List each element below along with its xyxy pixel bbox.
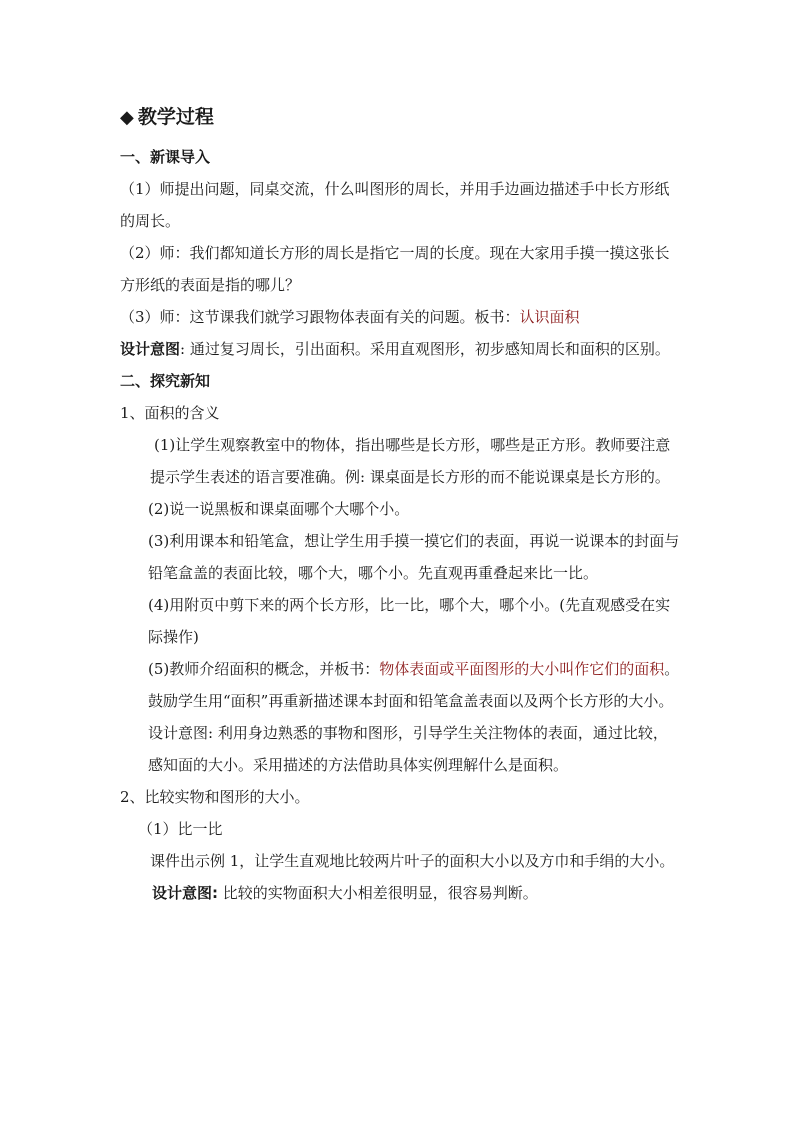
list-item-3: (3)利用课本和铅笔盒，想让学生用手摸一摸它们的表面，再说一说课本的封面与铅笔盒盖的表面比较，哪个大，哪个小。先直观再重叠起来比一比。: [148, 532, 680, 582]
design-intent-1: 设计意图: 通过复习周长，引出面积。采用直观图形，初步感知周长和面积的区别。: [120, 340, 670, 358]
subheading-compare-sizes: 2、比较实物和图形的大小。: [120, 788, 310, 806]
paragraph-intro-2: （2）师：我们都知道长方形的周长是指它一周的长度。现在大家用手摸一摸这张长方形纸的表面是指的哪儿？: [120, 244, 670, 294]
paragraph-example-1: 课件出示例 1，让学生直观地比较两片叶子的面积大小以及方巾和手绢的大小。: [150, 852, 675, 870]
list-item-4: (4)用附页中剪下来的两个长方形，比一比，哪个大，哪个小。(先直观感受在实际操作): [148, 596, 671, 646]
paragraph-intro-1: （1）师提出问题，同桌交流，什么叫图形的周长，并用手边画边描述手中长方形纸的周长。: [120, 180, 670, 230]
compare-item-1: （1）比一比: [138, 820, 223, 838]
design-intent-3: 设计意图: 比较的实物面积大小相差很明显，很容易判断。: [152, 884, 538, 902]
subheading-area-meaning: 1、面积的含义: [120, 404, 220, 422]
heading-new-lesson-intro: 一、新课导入: [120, 148, 211, 166]
list-item-1: (1)让学生观察教室中的物体，指出哪些是长方形，哪些是正方形。教师要注意提示学生表述的语言要准确。例: 课桌面是长方形的而不能说课桌是长方形的。: [150, 436, 671, 486]
area-definition-highlight: 物体表面或平面图形的大小叫作它们的面积: [379, 660, 665, 678]
diamond-bullet-icon: ◆: [120, 107, 134, 128]
heading-explore-new: 二、探究新知: [120, 372, 211, 390]
document-page: [120, 100, 680, 909]
section-title: ◆ 教学过程: [120, 106, 214, 128]
design-intent-2: 设计意图: 利用身边熟悉的事物和图形，引导学生关注物体的表面，通过比较，感知面的大小。采用描述的方法借助具体实例理解什么是面积。: [148, 724, 668, 774]
list-item-5: (5)教师介绍面积的概念，并板书：物体表面或平面图形的大小叫作它们的面积。鼓励学生用“面积”再重新描述课本封面和铅笔盒盖表面以及两个长方形的大小。: [148, 660, 680, 710]
list-item-2: (2)说一说黑板和课桌面哪个大哪个小。: [148, 500, 410, 518]
paragraph-intro-3: （3）师：这节课我们就学习跟物体表面有关的问题。板书：认识面积: [120, 308, 580, 326]
board-writing-highlight: 认识面积: [519, 308, 580, 326]
